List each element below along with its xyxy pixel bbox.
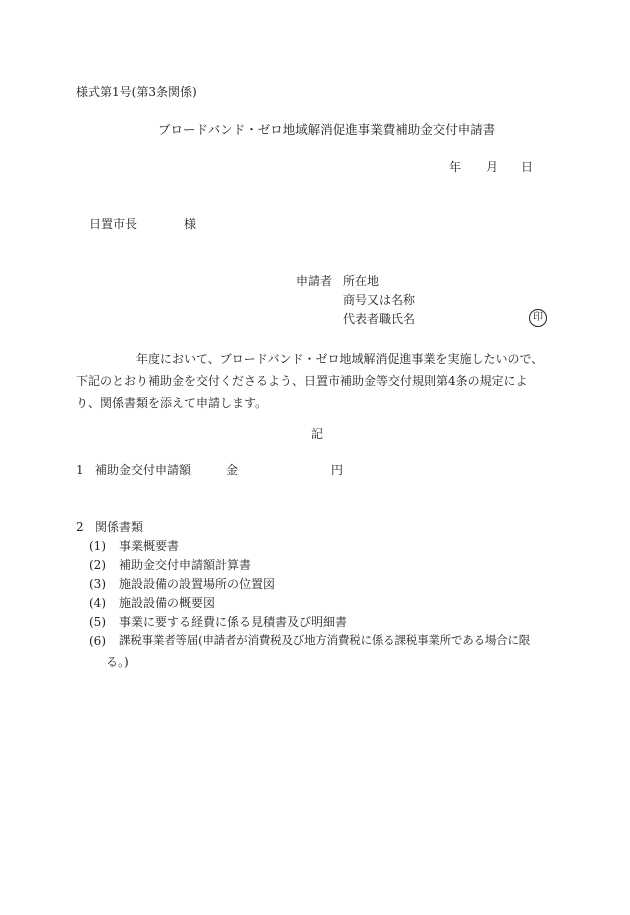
body-paragraph: 年度において、ブロードバンド・ゼロ地域解消促進事業を実施したいので、下記のとおり補助金を交付くださるよう、日置市補助金等交付規則第4条の規定により、関係書類を添えて申請します。 xyxy=(76,352,544,410)
doc-item-text: 補助金交付申請額計算書 xyxy=(119,558,252,572)
applicant-representative-label: 代表者職氏名 xyxy=(343,312,416,326)
doc-item-text: 事業に要する経費に係る見積書及び明細書 xyxy=(119,615,348,629)
form-number: 様式第1号(第3条関係) xyxy=(76,85,197,99)
ki-heading: 記 xyxy=(311,427,324,441)
doc-item-text: 課税事業者等届(申請者が消費税及び地方消費税に係る課税事業所である場合に限 xyxy=(119,633,531,647)
seal-mark: 印 xyxy=(529,309,547,327)
item1-currency-suffix: 円 xyxy=(331,463,344,477)
date-day: 日 xyxy=(521,160,534,174)
item1-number: 1 xyxy=(76,463,84,477)
doc-item-text: 施設設備の設置場所の位置図 xyxy=(119,577,276,591)
item2-number: 2 xyxy=(76,520,84,534)
doc-item-number: (3) xyxy=(89,577,106,591)
doc-item-number: (4) xyxy=(89,596,106,610)
doc-item-number: (6) xyxy=(89,634,106,648)
document-title: ブロードバンド・ゼロ地域解消促進事業費補助金交付申請書 xyxy=(158,122,496,137)
doc-item-number: (2) xyxy=(89,558,106,572)
doc-item-number: (1) xyxy=(89,539,106,553)
applicant-address-label: 所在地 xyxy=(343,274,380,288)
addressee-name: 日置市長 xyxy=(89,217,138,231)
applicant-label: 申請者 xyxy=(296,274,333,288)
date-year: 年 xyxy=(449,160,462,174)
doc-item-number: (5) xyxy=(89,615,106,629)
item2-label: 関係書類 xyxy=(95,520,144,534)
item1-currency-prefix: 金 xyxy=(226,463,239,477)
applicant-company-label: 商号又は名称 xyxy=(343,293,416,307)
date-month: 月 xyxy=(486,160,499,174)
doc-item-continuation: る。) xyxy=(106,655,129,669)
doc-item-text: 施設設備の概要図 xyxy=(119,596,216,610)
addressee-honorific: 様 xyxy=(184,217,197,231)
doc-item-text: 事業概要書 xyxy=(119,539,180,553)
item1-label: 補助金交付申請額 xyxy=(95,463,192,477)
